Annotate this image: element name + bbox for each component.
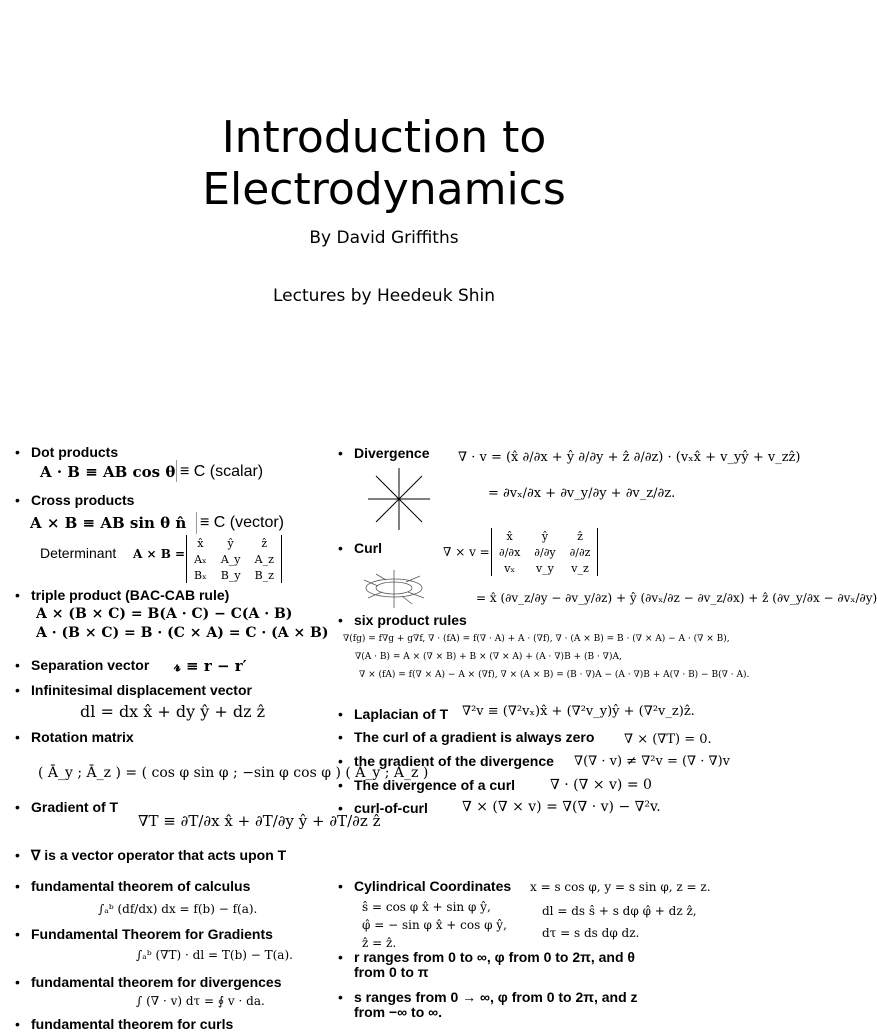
displacement-eq: dl = dx x̂ + dy ŷ + dz ẑ: [80, 702, 266, 721]
laplacian-eq: ∇²v ≡ (∇²vₓ)x̂ + (∇²v_y)ŷ + (∇²v_z)ẑ.: [462, 704, 695, 719]
cylindrical-dl: dl = ds ŝ + s dφ φ̂ + dz ẑ,: [542, 904, 697, 918]
cross-products-label: • Cross products: [31, 492, 134, 508]
cross-product-equation: A × B ≡ AB sin θ n̂: [30, 514, 187, 532]
determinant-matrix: [186, 535, 282, 583]
ftg-eq: ∫ₐᵇ (∇T) · dl = T(b) − T(a).: [136, 948, 293, 962]
det-cell: B_y: [220, 568, 241, 582]
det-cell: Bₓ: [194, 568, 207, 582]
determinant-label: Determinant: [40, 545, 117, 561]
divergence-eq-2: = ∂vₓ/∂x + ∂v_y/∂y + ∂v_z/∂z.: [488, 486, 676, 501]
divergence-of-curl-eq: ∇ · (∇ × v) = 0: [550, 777, 652, 793]
spherical-range-cont: from 0 to π: [354, 964, 429, 980]
triple-product-label: • triple product (BAC-CAB rule): [31, 587, 229, 603]
divergence-diagram: [366, 466, 432, 532]
divider: [176, 460, 177, 482]
curl-eq-2: = x̂ (∂v_z/∂y − ∂v_y/∂z) + ŷ (∂vₓ/∂z − ∂v_z/∂x) + ẑ (∂v_y/∂x − ∂vₓ/∂y): [476, 591, 877, 605]
ftc-eq: ∫ₐᵇ (df/dx) dx = f(b) − f(a).: [98, 902, 258, 916]
curl-cell: ∂/∂z: [569, 545, 591, 559]
curl-cell: v_y: [535, 561, 554, 575]
divider: [196, 512, 197, 534]
rotation-matrix-label: • Rotation matrix: [31, 729, 134, 745]
laplacian-label: • Laplacian of T: [354, 706, 448, 722]
det-cell: ẑ: [261, 536, 268, 550]
six-rules-eq-1: ∇(fg) = f∇g + g∇f, ∇ · (fA) = f(∇ · A) + A · (∇f), ∇ · (A × B) = B · (∇ × A) − A · (∇ × B),: [343, 634, 730, 644]
cylindrical-range-label: • s ranges from 0 → ∞, φ from 0 to 2π, and z: [354, 989, 638, 1005]
curl-cell: ẑ: [577, 529, 583, 543]
divergence-of-curl-label: • The divergence of a curl: [354, 777, 515, 793]
ftd-label: • fundamental theorem for divergences: [31, 974, 282, 990]
curl-of-gradient-eq: ∇ × (∇T) = 0.: [624, 732, 712, 747]
author: By David Griffiths: [309, 228, 459, 248]
curl-label: • Curl: [354, 540, 382, 556]
det-cell: ŷ: [227, 536, 234, 550]
dot-products-label: • Dot products: [31, 444, 118, 460]
rotation-matrix-eq: ( Ā_y ; Ā_z ) = ( cos φ sin φ ; −sin φ cos φ ) ( A_y ; A_z ): [38, 765, 429, 781]
cross-product-note: ≡ C (vector): [200, 514, 285, 531]
separation-vector-label: • Separation vector: [31, 657, 149, 673]
curl-of-curl-label: • curl-of-curl: [354, 800, 428, 816]
curl-matrix: [491, 528, 598, 576]
det-cell: x̂: [197, 536, 204, 550]
dot-product-equation: A · B ≡ AB cos θ: [40, 463, 176, 481]
title-line-1: Introduction to: [221, 112, 547, 163]
curl-of-curl-eq: ∇ × (∇ × v) = ∇(∇ · v) − ∇²v.: [462, 799, 661, 815]
cut-off-line: [0, 1016, 400, 1032]
cylindrical-eq-1: x = s cos φ, y = s sin φ, z = z.: [530, 880, 711, 894]
triple-product-eq-2: A · (B × C) = B · (C × A) = C · (A × B): [36, 625, 329, 641]
cylindrical-z-hat: ẑ = ẑ.: [362, 936, 397, 950]
ftcurl-label: • fundamental theorem for curls: [31, 1016, 233, 1032]
curl-cell: ∂/∂x: [499, 545, 521, 559]
divergence-label: • Divergence: [354, 445, 429, 461]
gradient-label: • Gradient of T: [31, 799, 118, 815]
displacement-label: • Infinitesimal displacement vector: [31, 682, 252, 698]
six-rules-eq-3: ∇ × (fA) = f(∇ × A) − A × (∇f), ∇ × (A × B) = (B · ∇)A − (A · ∇)B + A(∇ · B) − B(∇ · A).: [359, 670, 750, 680]
det-cell: A_z: [254, 552, 274, 566]
separation-vector-eq: 𝓻 ≡ r − r′: [174, 657, 247, 675]
cylindrical-phi-hat: φ̂ = − sin φ x̂ + cos φ ŷ,: [362, 918, 507, 932]
det-cell: Aₓ: [194, 552, 207, 566]
triple-product-eq-1: A × (B × C) = B(A · C) − C(A · B): [36, 606, 293, 622]
curl-cell: ŷ: [541, 529, 549, 543]
six-rules-eq-2: ∇(A · B) = A × (∇ × B) + B × (∇ × A) + (A · ∇)B + (B · ∇)A,: [355, 652, 622, 662]
gradient-of-divergence-label: • the gradient of the divergence: [354, 753, 554, 769]
title-line-2: Electrodynamics: [202, 164, 566, 215]
spherical-range-label: • r ranges from 0 to ∞, φ from 0 to 2π, and θ: [354, 949, 635, 965]
gradient-eq: ∇T ≡ ∂T/∂x x̂ + ∂T/∂y ŷ + ∂T/∂z ẑ: [138, 812, 381, 830]
cylindrical-range-cont: from −∞ to ∞.: [354, 1004, 443, 1020]
nabla-operator-label: • ∇ is a vector operator that acts upon T: [31, 847, 286, 864]
ftc-label: • fundamental theorem of calculus: [31, 878, 250, 894]
page-title: [0, 112, 768, 216]
curl-cell: v_z: [571, 561, 589, 575]
cylindrical-label: • Cylindrical Coordinates: [354, 878, 511, 894]
ftg-label: • Fundamental Theorem for Gradients: [31, 926, 273, 942]
cylindrical-s-hat: ŝ = cos φ x̂ + sin φ ŷ,: [362, 900, 491, 914]
lecturer: Lectures by Heedeuk Shin: [272, 286, 496, 306]
curl-cell: vₓ: [504, 561, 516, 575]
curl-cell: ∂/∂y: [534, 545, 556, 559]
det-cell: A_y: [220, 552, 241, 566]
curl-of-gradient-label: • The curl of a gradient is always zero: [354, 729, 594, 745]
dot-product-note: ≡ C (scalar): [180, 463, 264, 480]
cylindrical-dtau: dτ = s ds dφ dz.: [542, 926, 640, 940]
six-product-rules-label: • six product rules: [354, 612, 467, 628]
divergence-eq-1: ∇ · v = (x̂ ∂/∂x + ŷ ∂/∂y + ẑ ∂/∂z) · (vₓx̂ + v_yŷ + v_zẑ): [458, 450, 801, 465]
curl-lhs: ∇ × v =: [443, 545, 490, 559]
det-cell: B_z: [254, 568, 274, 582]
curl-diagram: [358, 566, 430, 612]
curl-cell: x̂: [506, 529, 513, 543]
determinant-lhs: A × B =: [133, 547, 186, 561]
ftd-eq: ∫ (∇ · v) dτ = ∮ v · da.: [136, 994, 265, 1008]
gradient-of-divergence-eq: ∇(∇ · v) ≠ ∇²v = (∇ · ∇)v: [574, 754, 731, 769]
